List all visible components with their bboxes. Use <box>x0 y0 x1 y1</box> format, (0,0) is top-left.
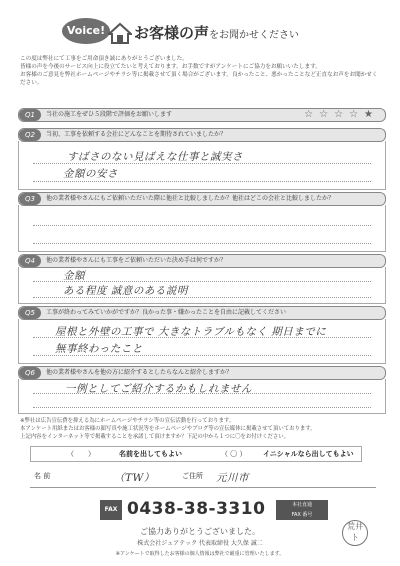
intro-line: 皆様の声を今後のサービス向上に役立てたいと考えております。お手数ですがアンケートにご協力をお願いいたします。 <box>20 64 321 70</box>
question-number: Q1 <box>19 109 41 121</box>
question-number: Q2 <box>19 129 41 141</box>
name-value[interactable]: （TW） <box>114 472 155 484</box>
address-value[interactable]: 元川市 <box>216 472 249 484</box>
thanks-message: ご協力ありがとうございました。 <box>140 527 260 536</box>
question-number: Q6 <box>19 367 41 379</box>
answer-line <box>33 243 371 244</box>
handwritten-answer: 金額の安さ <box>63 168 118 180</box>
option-name-check[interactable]: （ ） <box>67 450 95 458</box>
fax-row <box>100 500 336 520</box>
rating-stars[interactable]: ☆☆☆☆★ <box>304 109 379 120</box>
answer-box-q2[interactable] <box>18 141 386 190</box>
fax-number: 0438-38-3310 <box>127 499 266 519</box>
privacy-note: ※アンケートで取得したお客様の個人情報は弊社で厳重に管理いたします。 <box>115 551 285 557</box>
handwritten-answer: 金額 <box>63 270 85 282</box>
question-number: Q3 <box>19 193 41 205</box>
question-text: 他の業者様やさんを他の方に紹介するとしたらなんと紹介しますか？ <box>46 369 233 376</box>
question-bar-q3 <box>18 192 386 206</box>
handwritten-answer: 屋根と外壁の工事で 大きなトラブルもなく 期日までに <box>55 326 327 338</box>
handwritten-answer: ある程度 誠意のある説明 <box>63 285 188 297</box>
question-number: Q5 <box>19 307 41 319</box>
question-text: 他の業者様やさんにもご依頼いただいた際に他社と比較しましたか？他社はどこの会社と比較しましたか？ <box>46 195 335 202</box>
fax-label-line: FAX 番号 <box>291 512 313 518</box>
note-line: 上記内容をインターネット等で掲載することを承諾して頂けますか？下記の中から１つに〇をお付けください。 <box>20 434 290 440</box>
stamp-line: 荒井 <box>347 522 363 531</box>
answer-box-q6[interactable] <box>18 379 386 414</box>
option-initial-check[interactable]: （ 〇 ） <box>221 450 247 458</box>
answer-box-q4[interactable] <box>18 267 386 304</box>
name-label: 名 前 <box>34 472 51 480</box>
question-text: 当社の施工をぜひ５段階で評価をお願いします <box>46 111 173 118</box>
handwritten-answer: すばさのない見ばえな仕事と誠実さ <box>67 151 243 163</box>
handwritten-answer: 無事終わったこと <box>55 343 143 355</box>
house-icon <box>108 22 132 44</box>
question-bar-q1 <box>18 108 386 122</box>
intro-line: この度は弊社にて工事をご用命頂き誠にありがとうございました。 <box>20 56 188 62</box>
answer-line <box>33 181 371 182</box>
question-bar-q2 <box>18 128 386 142</box>
title-main: お客様の声 <box>134 24 210 42</box>
consent-notes <box>20 417 382 441</box>
answer-box-q3[interactable] <box>18 205 386 252</box>
option-initial-label: イニシャルなら出してもよい <box>263 450 354 458</box>
voice-badge: Voice! <box>62 18 110 44</box>
consent-options <box>30 446 362 462</box>
question-number: Q4 <box>19 255 41 267</box>
intro-text <box>20 55 382 87</box>
question-text: 当初、工事を依頼する会社にどんなことを期待されていましたか？ <box>46 131 227 138</box>
fax-label <box>276 500 328 520</box>
seal-stamp <box>342 520 368 546</box>
intro-line: お客様のご意見を弊社ホームページやチラシ等に掲載させて頂く場合がございます。良かったこと、悪かったことなど正直なお声をお聞かせください。 <box>20 72 378 86</box>
handwritten-answer: 一例としてご紹介するかもしれません <box>65 383 252 395</box>
fax-label-line: 本社直通 <box>291 502 312 508</box>
title-suffix: をお聞かせください <box>209 30 300 41</box>
answer-line <box>33 225 371 226</box>
answer-line <box>33 407 371 408</box>
question-text: 他の業者様やさんにも工事をご依頼いただいた決め手は何ですか？ <box>46 257 227 264</box>
question-bar-q6 <box>18 366 386 380</box>
stamp-line: ト <box>351 533 359 542</box>
name-row <box>30 467 376 488</box>
question-bar-q4 <box>18 254 386 268</box>
note-line: ※弊社は広告宣伝費を抑える為にホームページやチラシ等の宣伝活動を行っております。 <box>20 418 235 424</box>
answer-box-q5[interactable] <box>18 319 386 364</box>
company-name: 株式会社ジェアテック 代表取締役 大久保 誠二 <box>137 540 263 547</box>
page-title <box>134 22 299 43</box>
fax-icon: FAX <box>100 500 122 520</box>
question-bar-q5 <box>18 306 386 320</box>
question-text: 工事が終わってみていかがですか？良かった事・嫌かったことを自由に記載してください <box>46 309 286 316</box>
note-line: 本アンケート用紙またはお客様の顔写真や施工状況等をホームページやブログ等の宣伝媒体に掲載させて頂いております。 <box>20 426 316 432</box>
option-name-label: 名前を出してもよい <box>119 450 182 458</box>
address-label: ご住所 <box>182 472 203 480</box>
